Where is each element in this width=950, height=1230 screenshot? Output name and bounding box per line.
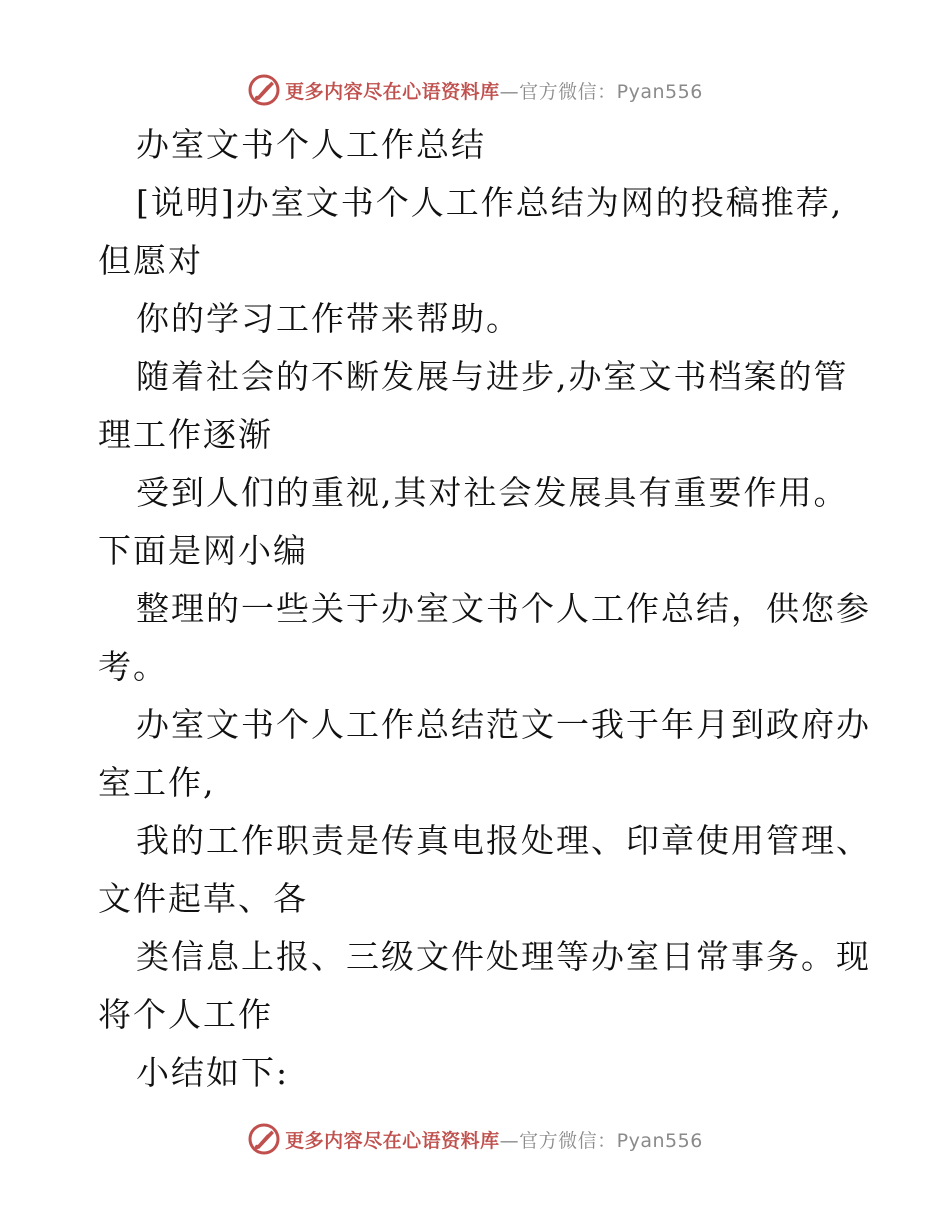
header-watermark-banner (0, 70, 950, 110)
paragraph-line: 类信息上报、三级文件处理等办室日常事务。现 (136, 937, 871, 976)
header-banner-sub: 官方微信：Pyan556 (519, 80, 703, 103)
header-banner-main: 更多内容尽在心语资料库 (285, 80, 500, 103)
quill-logo-icon (247, 73, 281, 107)
paragraph-line: 受到人们的重视,其对社会发展具有重要作用。 (136, 473, 849, 512)
paragraph-line: 考。 (98, 647, 168, 686)
footer-watermark-banner (0, 1119, 950, 1159)
header-banner-dash: — (499, 80, 520, 103)
footer-banner-dash: — (499, 1129, 520, 1152)
footer-banner-sub: 官方微信：Pyan556 (519, 1129, 703, 1152)
document-title: 办室文书个人工作总结 (136, 125, 486, 164)
paragraph-line: 将个人工作 (98, 995, 273, 1034)
footer-banner-main: 更多内容尽在心语资料库 (285, 1129, 500, 1152)
paragraph-line: 文件起草、各 (98, 879, 308, 918)
header-banner-text (285, 77, 703, 104)
paragraph-line: 理工作逐渐 (98, 415, 273, 454)
paragraph-line: 办室文书个人工作总结范文一我于年月到政府办 (136, 705, 871, 744)
paragraph-line: 小结如下: (136, 1053, 290, 1092)
paragraph-line: 你的学习工作带来帮助。 (136, 299, 521, 338)
footer-banner-text (285, 1126, 703, 1153)
paragraph-line: 下面是网小编 (98, 531, 308, 570)
paragraph-line: 室工作, (98, 763, 216, 802)
paragraph-line: 随着社会的不断发展与进步,办室文书档案的管 (136, 357, 849, 396)
paragraph-line: 我的工作职责是传真电报处理、印章使用管理、 (136, 821, 871, 860)
quill-logo-icon (247, 1122, 281, 1156)
paragraph-line: 但愿对 (98, 241, 203, 280)
paragraph-line: 整理的一些关于办室文书个人工作总结，供您参 (136, 589, 871, 628)
paragraph-line: [说明]办室文书个人工作总结为网的投稿推荐, (136, 183, 844, 222)
